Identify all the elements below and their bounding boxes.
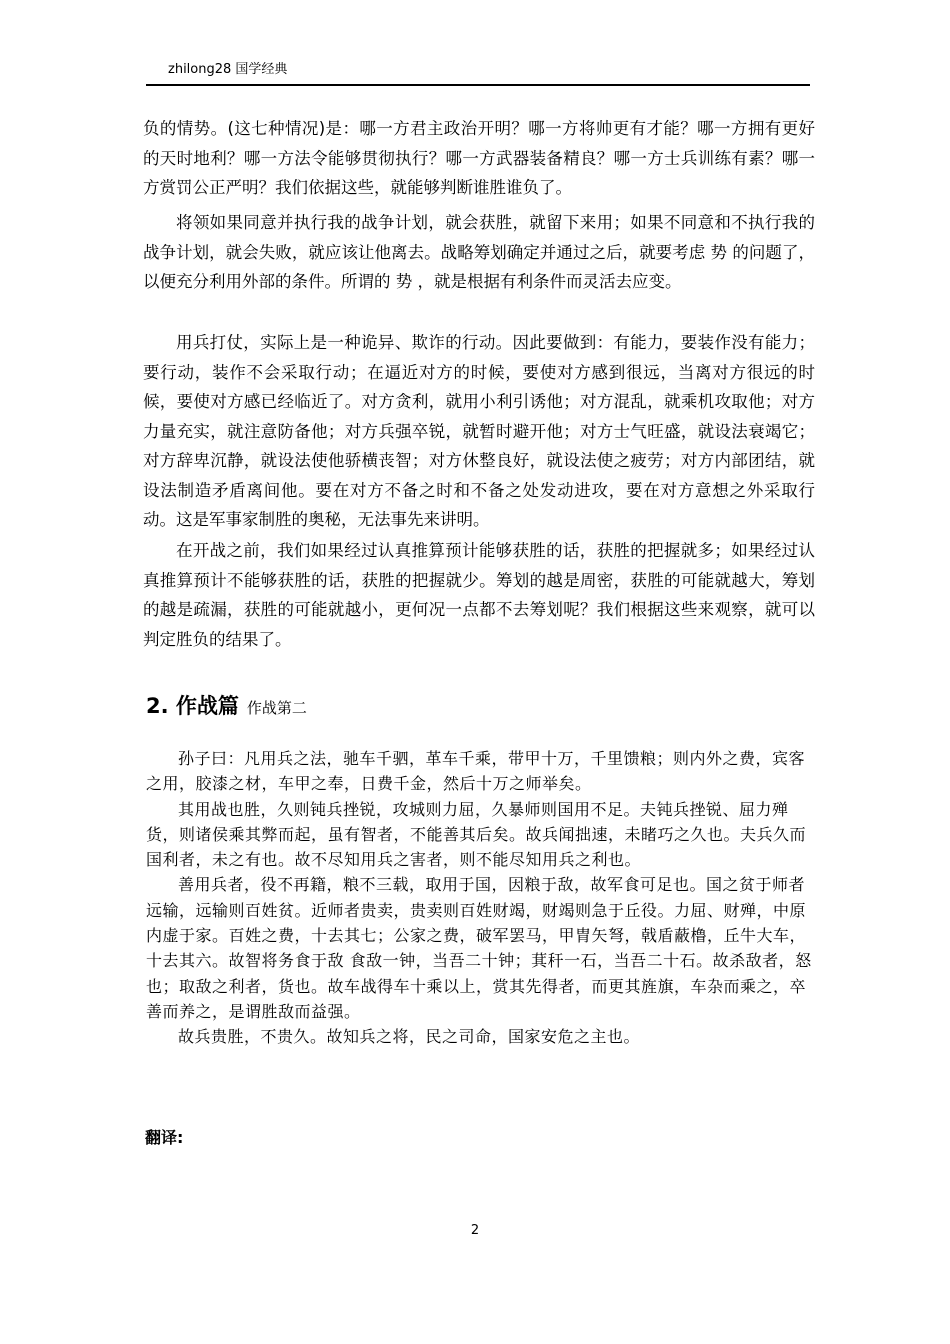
classic-paragraph: 善用兵者，役不再籍，粮不三载，取用于国，因粮于敌，故军食可足也。国之贫于师者远输，远输则百姓贫。近师者贵卖，贵卖则百姓财竭，财竭则急于丘役。力屈、财殚，中原内虚于家。百姓之费，十去其七；公家之费，破军罢马，甲胄矢弩，戟盾蔽橹，丘牛大车，十去其六。故智将务食于敌 食敌一钟，当吾二十钟；萁秆一石，当吾二十石。故杀敌者，怒也；取敌之利者，货也。故车战得车十乘以上，赏其先得者，而更其旌旗，车杂而乘之，卒善而养之，是谓胜敌而益强。 (146, 875, 812, 1021)
translation-paragraph-4 (143, 536, 815, 654)
translation-paragraph-1 (143, 114, 815, 203)
page-number: 2 (470, 1223, 480, 1238)
paragraph-text: 负的情势。(这七种情况)是：哪一方君主政治开明？哪一方将帅更有才能？哪一方拥有更好的天时地利？哪一方法令能够贯彻执行？哪一方武器装备精良？哪一方士兵训练有素？哪一方赏罚公正严明？我们依据这些，就能够判断谁胜谁负了。 (143, 119, 815, 197)
classic-paragraph: 孙子曰：凡用兵之法，驰车千驷，革车千乘，带甲十万，千里馈粮；则内外之费，宾客之用，胶漆之材，车甲之奉，日费千金，然后十万之师举矣。 (146, 749, 806, 794)
section-subtitle: 作战第二 (246, 699, 307, 717)
section-title: 2. 作战篇 (146, 694, 239, 718)
paragraph-text: 用兵打仗，实际上是一种诡异、欺诈的行动。因此要做到：有能力，要装作没有能力；要行动，装作不会采取行动；在逼近对方的时候，要使对方感到很远，当离对方很远的时候，要使对方感已经临近了。对方贪利，就用小利引诱他；对方混乱，就乘机攻取他；对方力量充实，就注意防备他；对方兵强卒锐，就暂时避开他；对方士气旺盛，就设法衰竭它；对方辞卑沉静，就设法使他骄横丧智；对方休整良好，就设法使之疲劳；对方内部团结，就设法制造矛盾离间他。要在对方不备之时和不备之处发动进攻，要在对方意想之外采取行动。这是军事家制胜的奥秘，无法事先来讲明。 (143, 333, 815, 529)
page-header (146, 60, 810, 86)
translation-paragraph-2 (143, 208, 815, 297)
classic-text-block (146, 746, 812, 1050)
translation-label: 翻译: (145, 1128, 184, 1147)
section-heading (146, 690, 307, 720)
header-title: zhilong28 国学经典 (168, 62, 288, 77)
classic-paragraph: 其用战也胜，久则钝兵挫锐，攻城则力屈，久暴师则国用不足。夫钝兵挫锐、屈力殚货，则诸侯乘其弊而起，虽有智者，不能善其后矣。故兵闻拙速，未睹巧之久也。夫兵久而国利者，未之有也。故不尽知用兵之害者，则不能尽知用兵之利也。 (146, 799, 807, 870)
classic-paragraph: 故兵贵胜，不贵久。故知兵之将，民之司命，国家安危之主也。 (178, 1027, 641, 1047)
translation-paragraph-3 (143, 328, 815, 535)
paragraph-text: 在开战之前，我们如果经过认真推算预计能够获胜的话，获胜的把握就多；如果经过认真推算预计不能够获胜的话，获胜的把握就少。筹划的越是周密，获胜的可能就越大，筹划的越是疏漏，获胜的可能就越小，更何况一点都不去筹划呢？我们根据这些来观察，就可以判定胜负的结果了。 (143, 541, 815, 649)
paragraph-text: 将领如果同意并执行我的战争计划，就会获胜，就留下来用；如果不同意和不执行我的战争计划，就会失败，就应该让他离去。战略筹划确定并通过之后，就要考虑 势 的问题了，以便充分利用外部的条件。所谓的 势 ，就是根据有利条件而灵活去应变。 (143, 213, 815, 291)
